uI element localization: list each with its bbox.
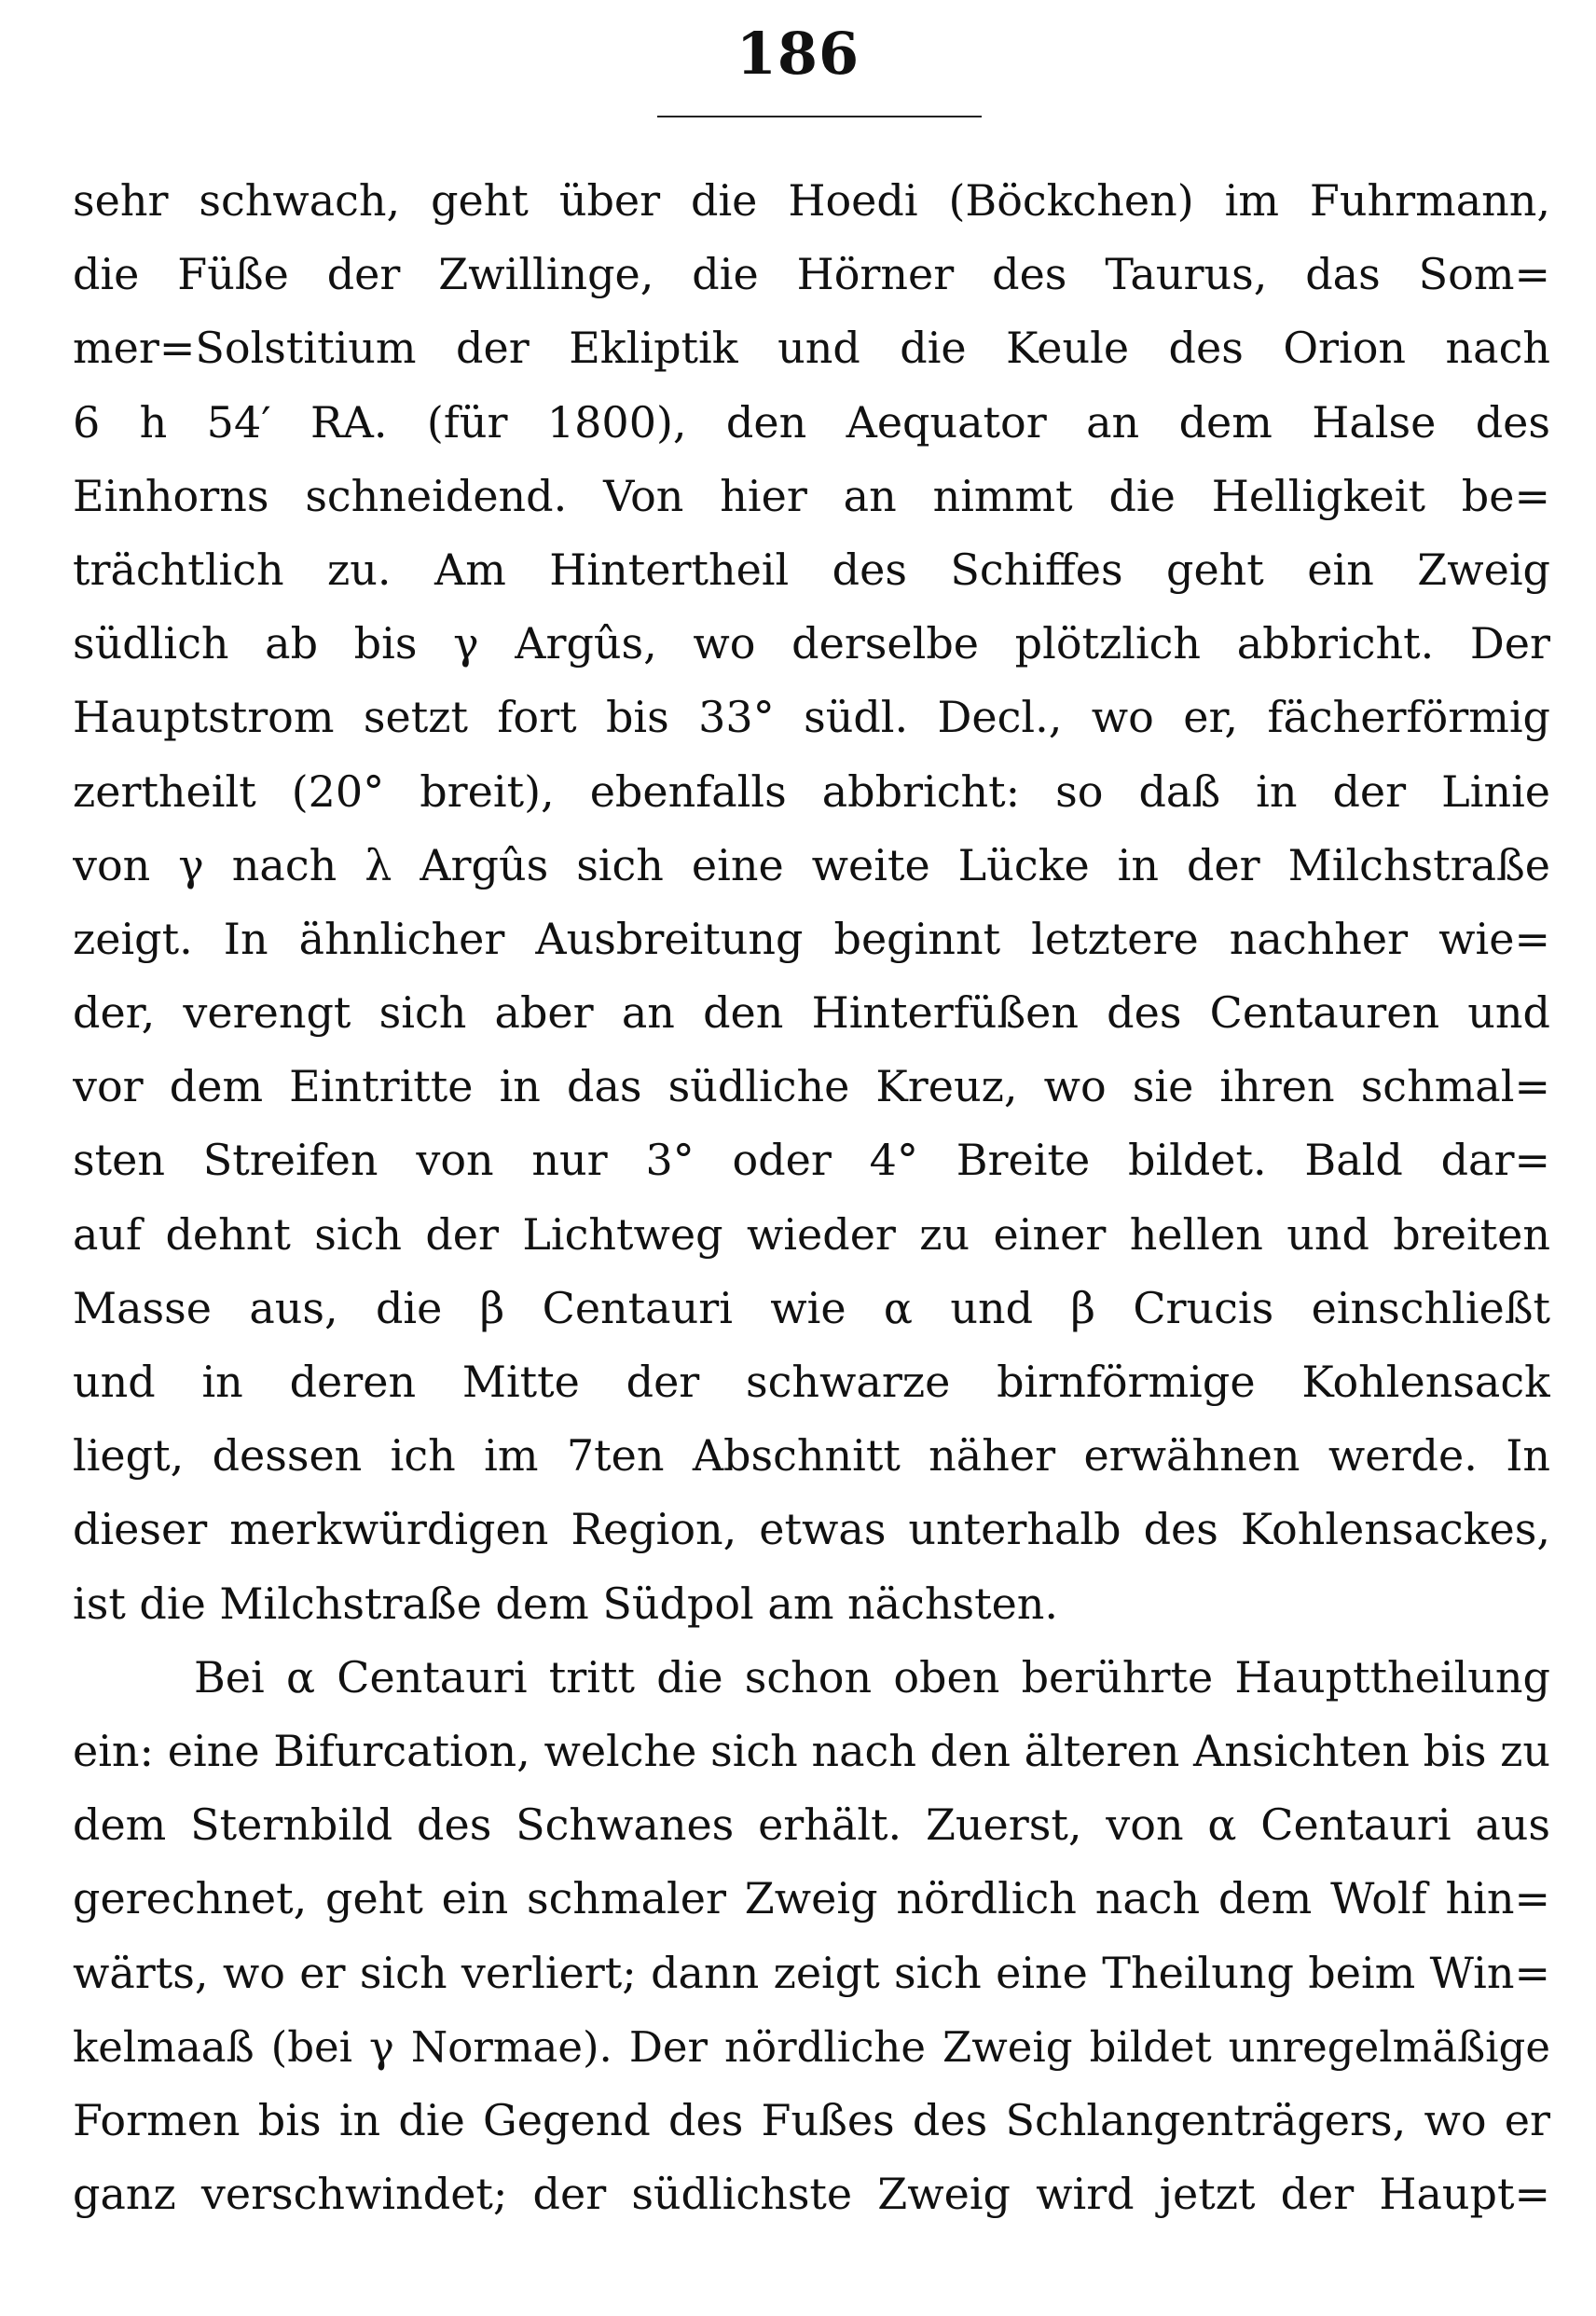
text-line: Einhorns schneidend. Von hier an nimmt die Helligkeit be= <box>73 470 1550 521</box>
text-line: sehr schwach, geht über die Hoedi (Böckchen) im Fuhrmann, <box>73 175 1550 226</box>
text-line: zertheilt (20° breit), ebenfalls abbricht: so daß in der Linie <box>73 765 1550 817</box>
text-line: ein: eine Bifurcation, welche sich nach den älteren Ansichten bis zu <box>73 1725 1550 1776</box>
paragraph-start-line: Bei α Centauri tritt die schon oben berührte Haupttheilung <box>194 1651 1550 1703</box>
text-line: 6 h 54′ RA. (für 1800), den Aequator an dem Halse des <box>73 396 1550 448</box>
text-line: gerechnet, geht ein schmaler Zweig nördlich nach dem Wolf hin= <box>73 1873 1550 1924</box>
paragraph-end-line: ist die Milchstraße dem Südpol am nächsten. <box>73 1578 1059 1629</box>
text-line: ganz verschwindet; der südlichste Zweig wird jetzt der Haupt= <box>73 2169 1550 2220</box>
text-line: dieser merkwürdigen Region, etwas unterhalb des Kohlensackes, <box>73 1504 1550 1555</box>
page-number: 186 <box>736 20 860 88</box>
text-line: sten Streifen von nur 3° oder 4° Breite bildet. Bald dar= <box>73 1135 1550 1186</box>
text-line: trächtlich zu. Am Hintertheil des Schiffes geht ein Zweig <box>73 544 1550 595</box>
text-line: und in deren Mitte der schwarze birnförmige Kohlensack <box>73 1357 1550 1407</box>
text-line: vor dem Eintritte in das südliche Kreuz, wo sie ihren schmal= <box>73 1061 1550 1112</box>
text-line: mer=Solstitium der Ekliptik und die Keule des Orion nach <box>73 323 1550 374</box>
header-rule <box>657 116 982 117</box>
text-line: zeigt. In ähnlicher Ausbreitung beginnt letztere nachher wie= <box>73 913 1550 964</box>
text-line: südlich ab bis γ Argûs, wo derselbe plötzlich abbricht. Der <box>73 618 1550 669</box>
text-line: Formen bis in die Gegend des Fußes des Schlangenträgers, wo er <box>73 2094 1550 2145</box>
text-line: liegt, dessen ich im 7ten Abschnitt näher erwähnen werde. In <box>73 1430 1550 1482</box>
text-line: der, verengt sich aber an den Hinterfüßen des Centauren und <box>73 987 1550 1039</box>
text-line: von γ nach λ Argûs sich eine weite Lücke in der Milchstraße <box>73 839 1550 890</box>
text-line: kelmaaß (bei γ Normae). Der nördliche Zweig bildet unregelmäßige <box>73 2021 1550 2072</box>
text-line: auf dehnt sich der Lichtweg wieder zu einer hellen und breiten <box>73 1208 1550 1260</box>
body-text <box>73 164 1550 2231</box>
text-line: Hauptstrom setzt fort bis 33° südl. Decl., wo er, fächerförmig <box>73 692 1550 743</box>
text-line: Masse aus, die β Centauri wie α und β Crucis einschließt <box>73 1282 1550 1333</box>
text-line: wärts, wo er sich verliert; dann zeigt sich eine Theilung beim Win= <box>73 1947 1550 1998</box>
text-line: die Füße der Zwillinge, die Hörner des Taurus, das Som= <box>73 249 1550 300</box>
text-line: dem Sternbild des Schwanes erhält. Zuerst, von α Centauri aus <box>73 1799 1550 1851</box>
